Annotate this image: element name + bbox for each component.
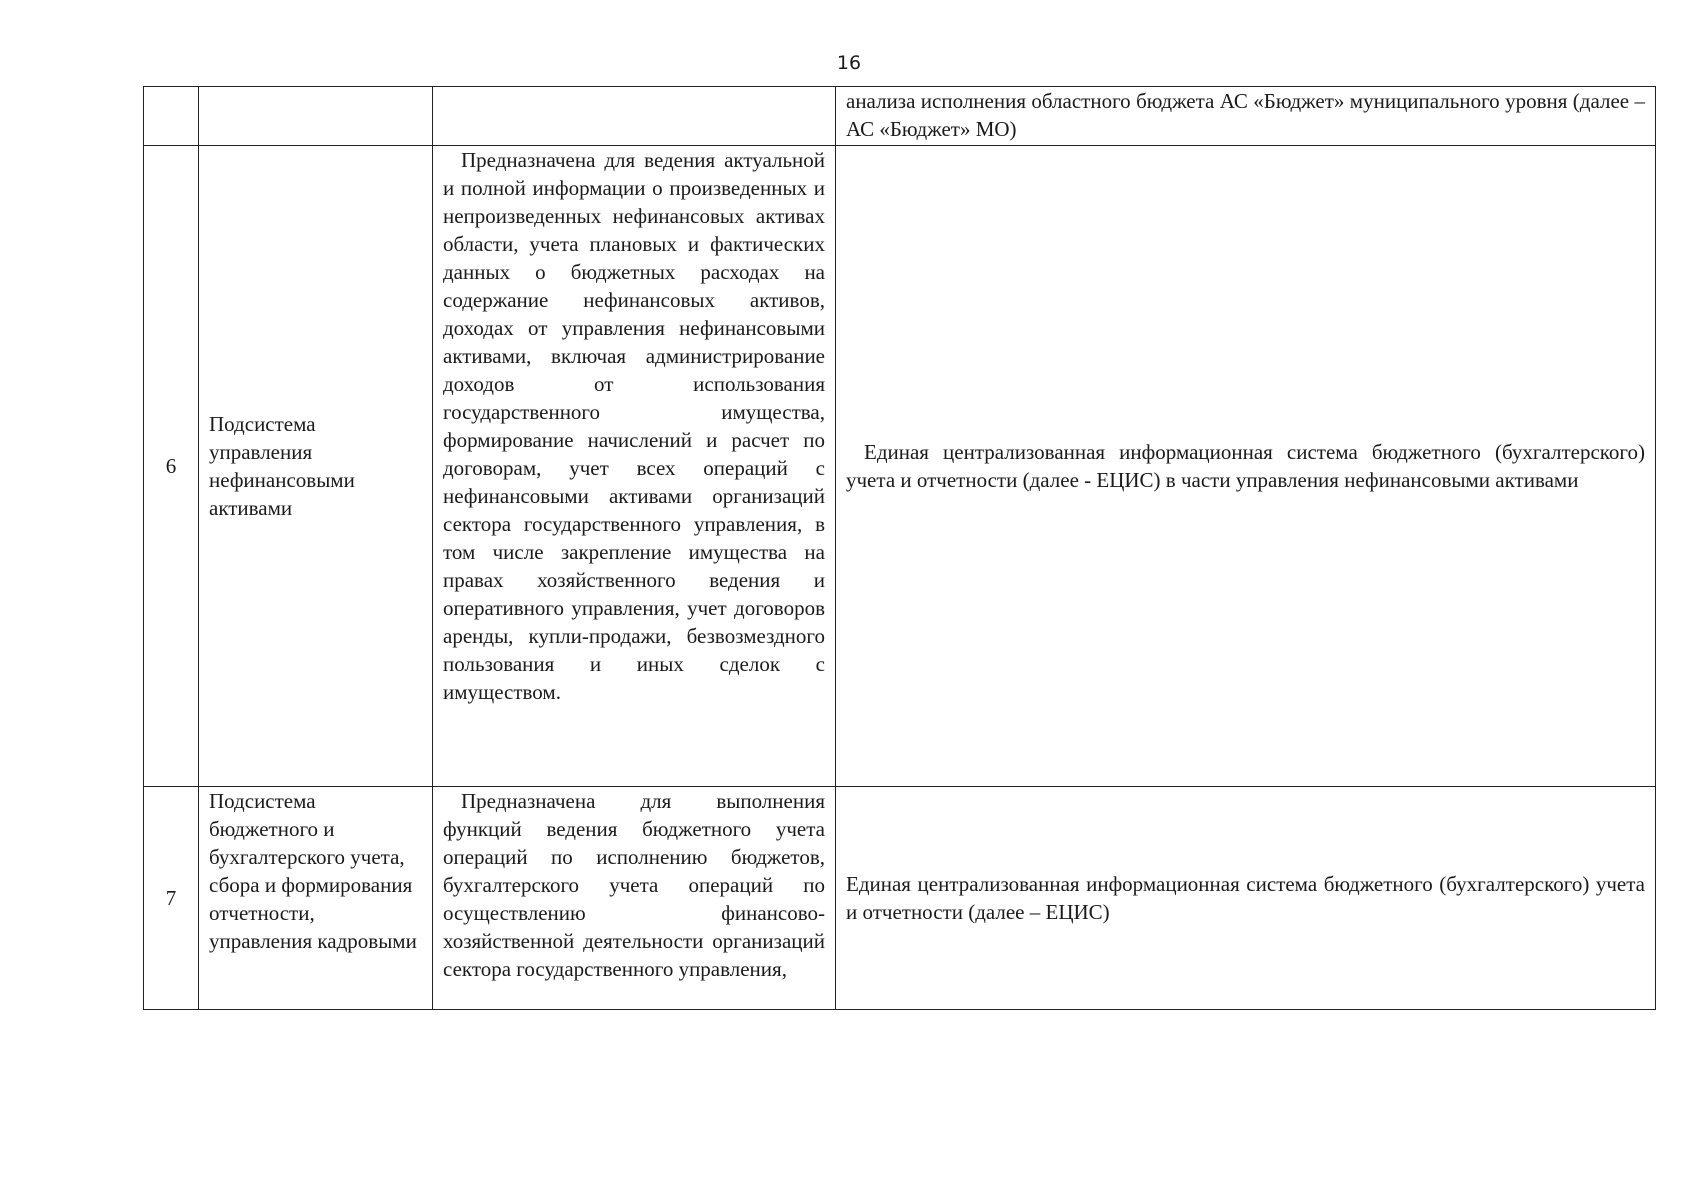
system-cell [836,146,1656,787]
description-text: Предназначена для ведения актуальной и полной информации о произведенных и непроизведенных нефинансовых активах области, учета плановых и фактических данных о бюджетных расходах на содержание нефинансовых активов, доходах от управления нефинансовыми активами, включая администрирование доходов от использования государственного имущества, формирование начислений и расчет по договорам, учет всех операций с нефинансовыми активами организаций сектора государственного управления, в том числе закрепление имущества на правах хозяйственного ведения и оперативного управления, учет договоров аренды, купли-продажи, безвозмездного пользования и иных сделок с имуществом. [443,148,825,704]
description-text: Предназначена для выполнения функций ведения бюджетного учета операций по исполнению бюджетов, бухгалтерского учета операций по осуществлению финансово-хозяйственной деятельности организаций сектора государственного управления, [443,789,825,981]
subsystem-name-cell [199,787,433,1010]
row-number-cell [144,87,199,146]
description-cell [433,87,836,146]
page-number: 16 [836,52,862,74]
row-number-cell: 6 [144,146,199,787]
system-cell: анализа исполнения областного бюджета АС «Бюджет» муниципального уровня (далее – АС «Бюджет» МО) [836,87,1656,146]
description-cell [433,146,836,787]
description-cell [433,787,836,1010]
subsystem-name-cell [199,87,433,146]
system-cell: Единая централизованная информационная система бюджетного (бухгалтерского) учета и отчетности (далее – ЕЦИС) [836,787,1656,1010]
table-row [144,87,1656,146]
systems-table [143,86,1656,1010]
subsystem-name-cell: Подсистема управления нефинансовыми активами [199,146,433,787]
table-row [144,146,1656,787]
system-text: Единая централизованная информационная система бюджетного (бухгалтерского) учета и отчетности (далее - ЕЦИС) в части управления нефинансовыми активами [846,440,1645,492]
row-number-cell: 7 [144,787,199,1010]
subsystem-name-text: Подсистема бюджетного и бухгалтерского учета, сбора и формирования отчетности, управления кадровыми [209,789,417,953]
table-row [144,787,1656,1010]
